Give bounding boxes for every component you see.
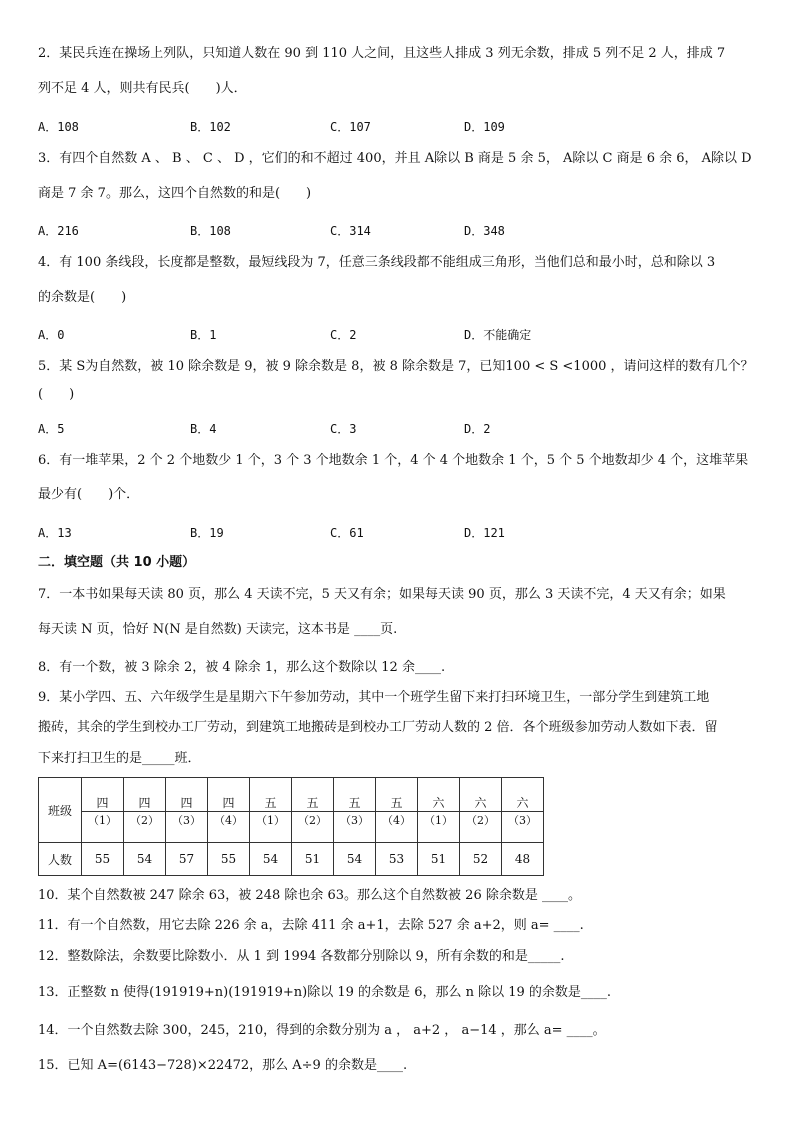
q3-line1: 3．有四个自然数 A 、 B 、 C 、 D ，它们的和不超过 400，并且 A除以 B 商是 5 余 5， A除以 C 商是 6 余 6， A除以 D xyxy=(38,151,752,166)
grade-cell: 四 xyxy=(124,778,166,812)
grade-cell: 六 xyxy=(460,778,502,812)
count-cell: 55 xyxy=(208,843,250,876)
q9-line2: 搬砖，其余的学生到校办工厂劳动，到建筑工地搬砖是到校办工厂劳动人数的 2 倍．各个班级参加劳动人数如下表．留 xyxy=(38,720,718,735)
q6-option-b: B．19 xyxy=(190,526,224,540)
count-cell: 54 xyxy=(250,843,292,876)
count-cell: 57 xyxy=(166,843,208,876)
count-cell: 52 xyxy=(460,843,502,876)
q3-line2: 商是 7 余 7。那么，这四个自然数的和是( ) xyxy=(38,186,312,201)
q2-option-d: D．109 xyxy=(464,120,505,134)
q6-option-c: C．61 xyxy=(330,526,364,540)
count-cell: 51 xyxy=(292,843,334,876)
q5-option-d: D．2 xyxy=(464,422,491,436)
q12-line1: 12．整数除法，余数要比除数小．从 1 到 1994 各数都分别除以 9，所有余数的和是_____. xyxy=(38,949,565,964)
grade-cell: 四 xyxy=(208,778,250,812)
q3-option-a: A．216 xyxy=(38,224,79,238)
table-count-label: 人数 xyxy=(39,843,82,876)
q2-option-b: B．102 xyxy=(190,120,231,134)
q3-option-b: B．108 xyxy=(190,224,231,238)
q7-line1: 7．一本书如果每天读 80 页，那么 4 天读不完，5 天又有余；如果每天读 90 页，那么 3 天读不完，4 天又有余；如果 xyxy=(38,587,726,602)
q5-line1: 5．某 S为自然数，被 10 除余数是 9，被 9 除余数是 8，被 8 除余数是 7，已知100 < S <1000 ，请问这样的数有几个？ xyxy=(38,359,754,374)
count-cell: 54 xyxy=(124,843,166,876)
q7-line2: 每天读 N 页，恰好 N(N 是自然数) 天读完，这本书是 ____页. xyxy=(38,622,398,637)
q9-line1: 9．某小学四、五、六年级学生是星期六下午参加劳动，其中一个班学生留下来打扫环境卫生，一部分学生到建筑工地 xyxy=(38,690,710,705)
class-cell: （2） xyxy=(460,812,502,843)
q10-line1: 10．某个自然数被 247 除余 63，被 248 除也余 63。那么这个自然数被 26 除余数是 ____。 xyxy=(38,888,581,903)
grade-cell: 五 xyxy=(376,778,418,812)
q11-line1: 11．有一个自然数，用它去除 226 余 a，去除 411 余 a+1，去除 527 余 a+2，则 a= ____. xyxy=(38,918,584,933)
section-2-heading: 二．填空题（共 10 小题） xyxy=(38,555,196,570)
count-cell: 51 xyxy=(418,843,460,876)
class-cell: （3） xyxy=(334,812,376,843)
class-cell: （1） xyxy=(418,812,460,843)
q13-line1: 13．正整数 n 使得(191919+n)(191919+n)除以 19 的余数是 6，那么 n 除以 19 的余数是____. xyxy=(38,985,612,1000)
grade-cell: 五 xyxy=(334,778,376,812)
class-cell: （1） xyxy=(82,812,124,843)
class-cell: （2） xyxy=(292,812,334,843)
count-cell: 48 xyxy=(502,843,544,876)
q9-line3: 下来打扫卫生的是_____班． xyxy=(38,751,201,766)
q3-option-d: D．348 xyxy=(464,224,505,238)
class-cell: （3） xyxy=(502,812,544,843)
count-cell: 54 xyxy=(334,843,376,876)
q4-line1: 4．有 100 条线段，长度都是整数，最短线段为 7，任意三条线段都不能组成三角形，当他们总和最小时，总和除以 3 xyxy=(38,255,716,270)
class-cell: （4） xyxy=(208,812,250,843)
q2-option-c: C．107 xyxy=(330,120,371,134)
q6-option-d: D．121 xyxy=(464,526,505,540)
q2-line1: 2．某民兵连在操场上列队，只知道人数在 90 到 110 人之间，且这些人排成 3 列无余数，排成 5 列不足 2 人，排成 7 xyxy=(38,46,726,61)
grade-cell: 四 xyxy=(166,778,208,812)
q5-option-a: A．5 xyxy=(38,422,65,436)
q2-line2: 列不足 4 人，则共有民兵( )人． xyxy=(38,81,247,96)
class-cell: （3） xyxy=(166,812,208,843)
q4-line2: 的余数是( ) xyxy=(38,290,127,305)
grade-cell: 四 xyxy=(82,778,124,812)
q5-option-b: B．4 xyxy=(190,422,217,436)
grade-cell: 六 xyxy=(502,778,544,812)
q3-option-c: C．314 xyxy=(330,224,371,238)
q4-option-d: D．不能确定 xyxy=(464,328,532,342)
class-cell: （1） xyxy=(250,812,292,843)
q4-option-a: A．0 xyxy=(38,328,65,342)
q15-line1: 15．已知 A=(6143−728)×22472，那么 A÷9 的余数是____. xyxy=(38,1058,408,1073)
class-cell: （2） xyxy=(124,812,166,843)
count-cell: 55 xyxy=(82,843,124,876)
q4-option-c: C．2 xyxy=(330,328,357,342)
q8-line1: 8．有一个数，被 3 除余 2，被 4 除余 1，那么这个数除以 12 余____. xyxy=(38,660,446,675)
count-cell: 53 xyxy=(376,843,418,876)
q4-option-b: B．1 xyxy=(190,328,217,342)
grade-cell: 五 xyxy=(292,778,334,812)
q5-option-c: C．3 xyxy=(330,422,357,436)
q6-line2: 最少有( )个． xyxy=(38,487,140,502)
table-header-label: 班级 xyxy=(39,778,82,843)
q6-line1: 6．有一堆苹果，2 个 2 个地数少 1 个，3 个 3 个地数余 1 个，4 个 4 个地数余 1 个，5 个 5 个地数却少 4 个，这堆苹果 xyxy=(38,453,749,468)
grade-cell: 五 xyxy=(250,778,292,812)
q5-line2: ( ) xyxy=(38,387,75,402)
grade-cell: 六 xyxy=(418,778,460,812)
q14-line1: 14．一个自然数去除 300，245，210，得到的余数分别为 a ， a+2 ， a−14 ，那么 a= ____。 xyxy=(38,1023,606,1038)
q2-option-a: A．108 xyxy=(38,120,79,134)
class-count-table xyxy=(38,777,544,876)
class-cell: （4） xyxy=(376,812,418,843)
q6-option-a: A．13 xyxy=(38,526,72,540)
